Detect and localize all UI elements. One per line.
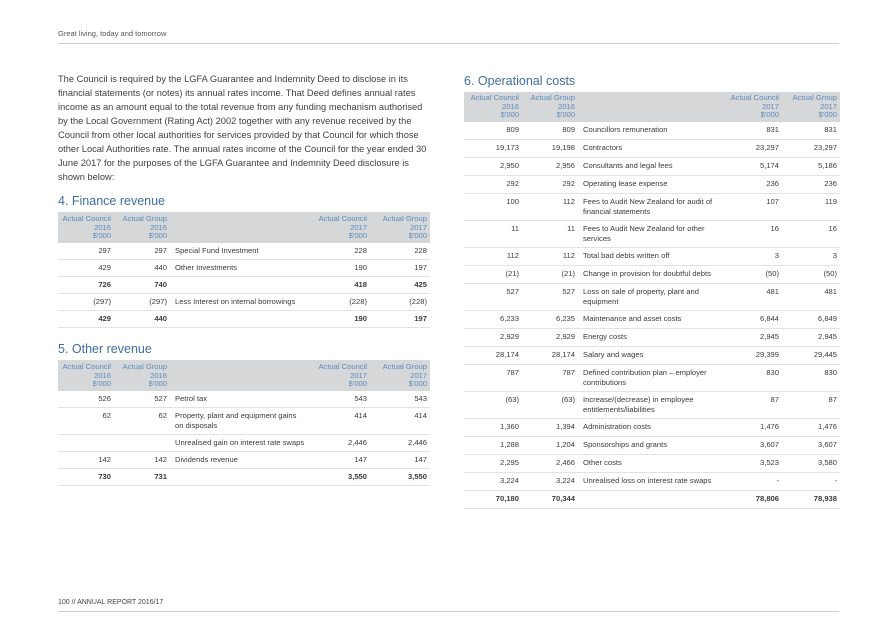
row-description: Total bad debts written off <box>578 248 720 266</box>
row-value-c3: 414 <box>308 408 370 435</box>
table-row <box>58 408 430 435</box>
row-value-c1: 527 <box>464 284 522 311</box>
column-header-line: 2017 <box>410 222 427 232</box>
page-footer: 100 // ANNUAL REPORT 2016/17 <box>58 599 164 606</box>
table-row <box>464 221 840 248</box>
row-description: Unrealised gain on interest rate swaps <box>170 435 308 452</box>
row-description: Defined contribution plan – employer contributions <box>578 365 720 392</box>
row-value-c2: 292 <box>522 176 578 194</box>
header-cell-blank <box>578 92 720 122</box>
column-header-line: Actual Group <box>122 362 167 372</box>
column-header-line: Actual Group <box>122 214 167 223</box>
row-value-c2: 1,394 <box>522 419 578 437</box>
column-header-line: 2017 <box>410 370 427 380</box>
row-value-c1: 2,950 <box>464 158 522 176</box>
row-value-c3: 418 <box>308 277 370 294</box>
column-header-c3 <box>308 212 370 243</box>
column-header-line: 2016 <box>150 370 167 380</box>
row-value-c2: 527 <box>114 391 170 408</box>
row-value-c3: 481 <box>720 284 782 311</box>
column-header-line: 2016 <box>150 222 167 232</box>
column-header-line: $'000 <box>556 110 575 120</box>
row-description <box>578 491 720 509</box>
table-header-row <box>58 360 430 391</box>
table-row <box>464 284 840 311</box>
row-value-c2: 740 <box>114 277 170 294</box>
row-value-c3: (50) <box>720 266 782 284</box>
total-row <box>58 311 430 328</box>
row-value-c1: 429 <box>58 260 114 277</box>
table-row <box>464 473 840 491</box>
row-value-c1: (63) <box>464 392 522 419</box>
table-row <box>58 452 430 469</box>
row-value-c2: 731 <box>114 469 170 486</box>
column-header-c2 <box>114 360 170 391</box>
running-head: Great living, today and tomorrow <box>58 29 167 38</box>
row-description: Increase/(decrease) in employee entitlements/liabilities <box>578 392 720 419</box>
column-header-line: 2017 <box>350 222 367 232</box>
row-value-c3: 5,174 <box>720 158 782 176</box>
row-value-c2: 2,466 <box>522 455 578 473</box>
table-row <box>464 392 840 419</box>
column-header-line: $'000 <box>348 379 367 389</box>
table-header-row <box>464 92 840 122</box>
table-row <box>58 243 430 260</box>
row-value-c4: 87 <box>782 392 840 419</box>
column-header-line: Actual Council <box>62 362 111 372</box>
column-header-line: Actual Council <box>318 362 367 372</box>
table-row <box>464 176 840 194</box>
column-header-line: $'000 <box>408 379 427 389</box>
row-value-c4: 3,550 <box>370 469 430 486</box>
row-value-c1: 19,173 <box>464 140 522 158</box>
row-value-c2: 112 <box>522 248 578 266</box>
row-value-c1: 70,180 <box>464 491 522 509</box>
row-value-c4: 3,607 <box>782 437 840 455</box>
column-header-c1 <box>464 92 522 122</box>
row-value-c1: (21) <box>464 266 522 284</box>
table-row <box>58 435 430 452</box>
row-value-c1: 730 <box>58 469 114 486</box>
row-value-c4: 3,580 <box>782 455 840 473</box>
row-value-c2: 1,204 <box>522 437 578 455</box>
row-value-c1: 1,288 <box>464 437 522 455</box>
row-value-c1: 62 <box>58 408 114 435</box>
table-row <box>464 122 840 140</box>
column-header-c3 <box>720 92 782 122</box>
row-value-c1: 526 <box>58 391 114 408</box>
row-value-c1: 100 <box>464 194 522 221</box>
header-cell-blank <box>170 212 308 243</box>
row-value-c2: (63) <box>522 392 578 419</box>
row-value-c2: 2,929 <box>522 329 578 347</box>
total-row <box>58 277 430 294</box>
total-row <box>58 469 430 486</box>
row-value-c3: 107 <box>720 194 782 221</box>
row-value-c1: 28,174 <box>464 347 522 365</box>
column-header-line: $'000 <box>92 231 111 241</box>
column-header-c2 <box>522 92 578 122</box>
column-header-line: $'000 <box>92 379 111 389</box>
finance-revenue-table <box>58 212 430 328</box>
row-value-c4: (50) <box>782 266 840 284</box>
row-value-c3: 2,446 <box>308 435 370 452</box>
column-header-line: Actual Council <box>62 214 111 223</box>
row-description: Sponsorships and grants <box>578 437 720 455</box>
column-header-c1 <box>58 360 114 391</box>
row-value-c4: 23,297 <box>782 140 840 158</box>
column-header-c4 <box>370 360 430 391</box>
other-revenue-section <box>58 342 430 486</box>
row-value-c3: 16 <box>720 221 782 248</box>
column-header-line: Actual Group <box>382 362 427 372</box>
row-value-c3: 3,607 <box>720 437 782 455</box>
column-header-line: $'000 <box>500 110 519 120</box>
row-value-c3: 236 <box>720 176 782 194</box>
row-value-c3: 228 <box>308 243 370 260</box>
row-value-c2: 62 <box>114 408 170 435</box>
row-description: Salary and wages <box>578 347 720 365</box>
row-value-c4: 2,945 <box>782 329 840 347</box>
row-value-c3: 3,523 <box>720 455 782 473</box>
row-value-c4: 228 <box>370 243 430 260</box>
row-value-c2: 440 <box>114 260 170 277</box>
row-value-c1: 2,929 <box>464 329 522 347</box>
row-value-c4: 543 <box>370 391 430 408</box>
column-header-line: Actual Group <box>792 93 837 102</box>
row-value-c3: 23,297 <box>720 140 782 158</box>
row-value-c3: 2,945 <box>720 329 782 347</box>
table-row <box>464 158 840 176</box>
row-value-c3: 831 <box>720 122 782 140</box>
table-row <box>464 266 840 284</box>
row-description: Property, plant and equipment gains on disposals <box>170 408 308 435</box>
operational-costs-section <box>464 74 840 509</box>
row-value-c4: 5,186 <box>782 158 840 176</box>
section-title: 5. Other revenue <box>58 342 152 357</box>
section-title: 6. Operational costs <box>464 74 576 88</box>
row-value-c4: 1,476 <box>782 419 840 437</box>
row-value-c2: 142 <box>114 452 170 469</box>
row-value-c4: 29,445 <box>782 347 840 365</box>
row-value-c1: 142 <box>58 452 114 469</box>
row-value-c1: 3,224 <box>464 473 522 491</box>
row-description: Contractors <box>578 140 720 158</box>
table-header-row <box>58 212 430 243</box>
column-header-line: Actual Group <box>530 93 575 102</box>
row-value-c1: 429 <box>58 311 114 328</box>
finance-revenue-section <box>58 194 430 328</box>
table-row <box>464 365 840 392</box>
row-value-c3: 830 <box>720 365 782 392</box>
row-description: Operating lease expense <box>578 176 720 194</box>
column-header-line: Actual Council <box>470 93 519 102</box>
row-description: Energy costs <box>578 329 720 347</box>
row-value-c2: 527 <box>522 284 578 311</box>
row-value-c2: 70,344 <box>522 491 578 509</box>
row-value-c4: 147 <box>370 452 430 469</box>
row-value-c4: 16 <box>782 221 840 248</box>
column-header-line: $'000 <box>148 231 167 241</box>
row-value-c3: 29,399 <box>720 347 782 365</box>
row-value-c4: 78,938 <box>782 491 840 509</box>
row-value-c4: (228) <box>370 294 430 311</box>
column-header-line: 2016 <box>94 222 111 232</box>
row-description: Special Fund Investment <box>170 243 308 260</box>
table-row <box>464 140 840 158</box>
column-header-line: 2017 <box>350 370 367 380</box>
row-value-c3: 543 <box>308 391 370 408</box>
row-value-c4: 236 <box>782 176 840 194</box>
column-header-line: Actual Council <box>730 93 779 102</box>
row-value-c1: 2,295 <box>464 455 522 473</box>
row-value-c4: 425 <box>370 277 430 294</box>
column-header-line: $'000 <box>818 110 837 120</box>
row-value-c4: 197 <box>370 311 430 328</box>
row-value-c1: 6,233 <box>464 311 522 329</box>
row-value-c2: 2,956 <box>522 158 578 176</box>
table-row <box>464 194 840 221</box>
column-header-line: $'000 <box>348 231 367 241</box>
table-row <box>464 347 840 365</box>
column-header-c4 <box>782 92 840 122</box>
row-value-c3: - <box>720 473 782 491</box>
table-row <box>464 311 840 329</box>
row-value-c1: 297 <box>58 243 114 260</box>
row-description: Councillors remuneration <box>578 122 720 140</box>
column-header-line: 2016 <box>558 101 575 111</box>
column-header-c2 <box>114 212 170 243</box>
table-row <box>58 391 430 408</box>
row-value-c4: 414 <box>370 408 430 435</box>
column-header-c4 <box>370 212 430 243</box>
column-header-line: Actual Council <box>318 214 367 223</box>
left-column <box>58 72 430 486</box>
other-revenue-table <box>58 360 430 486</box>
row-value-c3: 147 <box>308 452 370 469</box>
row-value-c1: (297) <box>58 294 114 311</box>
table-row <box>464 437 840 455</box>
row-description: Administration costs <box>578 419 720 437</box>
row-description: Dividends revenue <box>170 452 308 469</box>
row-value-c4: 197 <box>370 260 430 277</box>
row-value-c1 <box>58 435 114 452</box>
row-description <box>170 469 308 486</box>
row-value-c2: 297 <box>114 243 170 260</box>
table-row <box>464 419 840 437</box>
table-row <box>464 248 840 266</box>
row-description: Change in provision for doubtful debts <box>578 266 720 284</box>
row-description <box>170 277 308 294</box>
row-value-c2: (297) <box>114 294 170 311</box>
row-value-c2: (21) <box>522 266 578 284</box>
row-value-c2: 112 <box>522 194 578 221</box>
row-value-c4: 3 <box>782 248 840 266</box>
row-value-c4: - <box>782 473 840 491</box>
row-value-c3: 1,476 <box>720 419 782 437</box>
footer-divider <box>58 611 839 612</box>
row-value-c4: 830 <box>782 365 840 392</box>
column-header-line: $'000 <box>760 110 779 120</box>
row-description: Other costs <box>578 455 720 473</box>
row-value-c1: 726 <box>58 277 114 294</box>
row-value-c4: 6,849 <box>782 311 840 329</box>
table-row <box>58 294 430 311</box>
row-value-c3: 3,550 <box>308 469 370 486</box>
column-header-line: 2016 <box>502 101 519 111</box>
row-value-c2: 11 <box>522 221 578 248</box>
column-header-c3 <box>308 360 370 391</box>
row-value-c1: 11 <box>464 221 522 248</box>
row-value-c1: 809 <box>464 122 522 140</box>
row-description: Loss on sale of property, plant and equipment <box>578 284 720 311</box>
row-description: Maintenance and asset costs <box>578 311 720 329</box>
row-value-c3: 3 <box>720 248 782 266</box>
row-value-c1: 1,360 <box>464 419 522 437</box>
column-header-line: $'000 <box>148 379 167 389</box>
row-value-c2: 440 <box>114 311 170 328</box>
row-value-c1: 787 <box>464 365 522 392</box>
row-value-c1: 112 <box>464 248 522 266</box>
row-value-c3: 190 <box>308 311 370 328</box>
row-description: Fees to Audit New Zealand for other services <box>578 221 720 248</box>
row-value-c3: 6,844 <box>720 311 782 329</box>
section-title: 4. Finance revenue <box>58 194 166 208</box>
row-value-c2: 809 <box>522 122 578 140</box>
row-value-c4: 481 <box>782 284 840 311</box>
row-description: Other Investments <box>170 260 308 277</box>
row-value-c4: 831 <box>782 122 840 140</box>
intro-paragraph: The Council is required by the LGFA Guarantee and Indemnity Deed to disclose in its financial statements (or notes) its annual rates income. That Deed defines annual rates income as an amount equal to the total revenue from any funding mechanism authorised by the Local Government (Rating Act) 2002 together with any revenue received by the Council from other local authorities for services provided by that Council for which those other Local Authorities rate. The annual rates income of the Council for the year ended 30 June 2017 for the purposes of the LGFA Guarantee and Indemnity Deed disclosure is shown below: <box>58 74 427 182</box>
row-value-c1: 292 <box>464 176 522 194</box>
row-value-c4: 2,446 <box>370 435 430 452</box>
row-value-c3: 190 <box>308 260 370 277</box>
row-description: Consultants and legal fees <box>578 158 720 176</box>
row-value-c2: 28,174 <box>522 347 578 365</box>
row-value-c2: 3,224 <box>522 473 578 491</box>
row-value-c2: 787 <box>522 365 578 392</box>
column-header-line: $'000 <box>408 231 427 241</box>
header-divider <box>58 43 839 44</box>
row-description: Unrealised loss on interest rate swaps <box>578 473 720 491</box>
column-header-line: 2016 <box>94 370 111 380</box>
table-row <box>58 260 430 277</box>
table-row <box>464 455 840 473</box>
row-value-c3: 78,806 <box>720 491 782 509</box>
table-row <box>464 329 840 347</box>
row-value-c3: 87 <box>720 392 782 419</box>
row-description: Petrol tax <box>170 391 308 408</box>
row-value-c3: (228) <box>308 294 370 311</box>
row-value-c2: 6,235 <box>522 311 578 329</box>
row-description: Less Interest on internal borrowings <box>170 294 308 311</box>
column-header-c1 <box>58 212 114 243</box>
row-value-c2: 19,198 <box>522 140 578 158</box>
total-row <box>464 491 840 509</box>
column-header-line: 2017 <box>762 101 779 111</box>
row-value-c2 <box>114 435 170 452</box>
header-cell-blank <box>170 360 308 391</box>
column-header-line: 2017 <box>820 101 837 111</box>
row-description: Fees to Audit New Zealand for audit of financial statements <box>578 194 720 221</box>
column-header-line: Actual Group <box>382 214 427 223</box>
row-value-c4: 119 <box>782 194 840 221</box>
row-description <box>170 311 308 328</box>
operational-costs-table <box>464 92 840 509</box>
